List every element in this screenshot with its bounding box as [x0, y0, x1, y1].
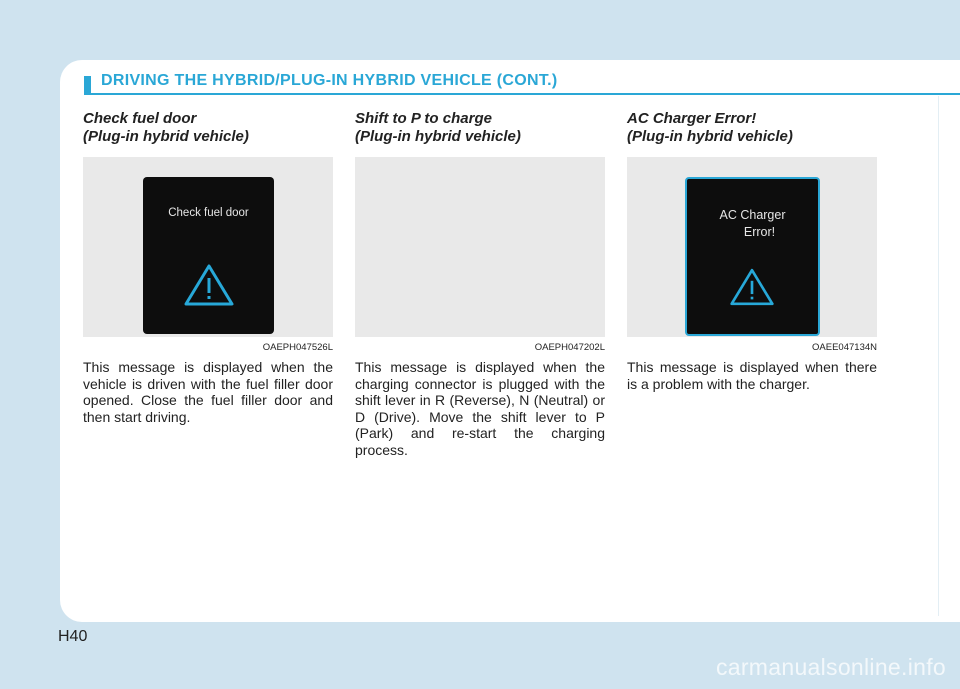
- column-title: [627, 110, 877, 146]
- column-title-line2: (Plug-in hybrid vehicle): [83, 128, 249, 145]
- figure-check-fuel-door: [83, 157, 333, 337]
- column-title: [355, 110, 605, 146]
- display-message: Check fuel door: [168, 207, 249, 219]
- warning-triangle-icon: [183, 263, 235, 307]
- column-check-fuel-door: [83, 110, 333, 425]
- column-body-text: This message is displayed when the vehicle is driven with the fuel filler door opened. Close the fuel filler door and then start driving.: [83, 359, 333, 425]
- column-title-line2: (Plug-in hybrid vehicle): [355, 128, 521, 145]
- figure-code: OAEE047134N: [812, 342, 877, 353]
- column-title-line1: Check fuel door: [83, 110, 197, 127]
- figure-shift-to-p-blank: [355, 157, 605, 337]
- column-body-text: This message is displayed when the charging connector is plugged with the shift lever in R (Reverse), N (Neutral) or D (Drive). Move the shift lever to P (Park) and re-start the charging process.: [355, 359, 605, 458]
- header-accent-block: [84, 76, 91, 95]
- cluster-display: [685, 177, 820, 336]
- column-title-line1: AC Charger Error!: [627, 110, 757, 127]
- page-number: H40: [58, 628, 88, 645]
- section-header-title: DRIVING THE HYBRID/PLUG-IN HYBRID VEHICLE (CONT.): [101, 72, 558, 89]
- warning-triangle-icon: [729, 267, 775, 307]
- watermark: carmanualsonline.info: [715, 654, 946, 680]
- figure-code: OAEPH047526L: [262, 342, 333, 353]
- display-message-line2: Error!: [743, 225, 776, 239]
- column-ac-charger-error: [627, 110, 877, 392]
- column-title-line2: (Plug-in hybrid vehicle): [627, 128, 793, 145]
- display-message-line1: AC Charger: [719, 208, 786, 222]
- figure-code: OAEPH047202L: [534, 342, 605, 353]
- column-shift-to-p: [355, 110, 605, 458]
- column-body-text: This message is displayed when there is a problem with the charger.: [627, 359, 877, 392]
- figure-ac-charger-error: [627, 157, 877, 337]
- page-right-rule: [938, 96, 939, 616]
- column-title-line1: Shift to P to charge: [355, 110, 492, 127]
- column-title: [83, 110, 333, 146]
- cluster-display: [143, 177, 274, 334]
